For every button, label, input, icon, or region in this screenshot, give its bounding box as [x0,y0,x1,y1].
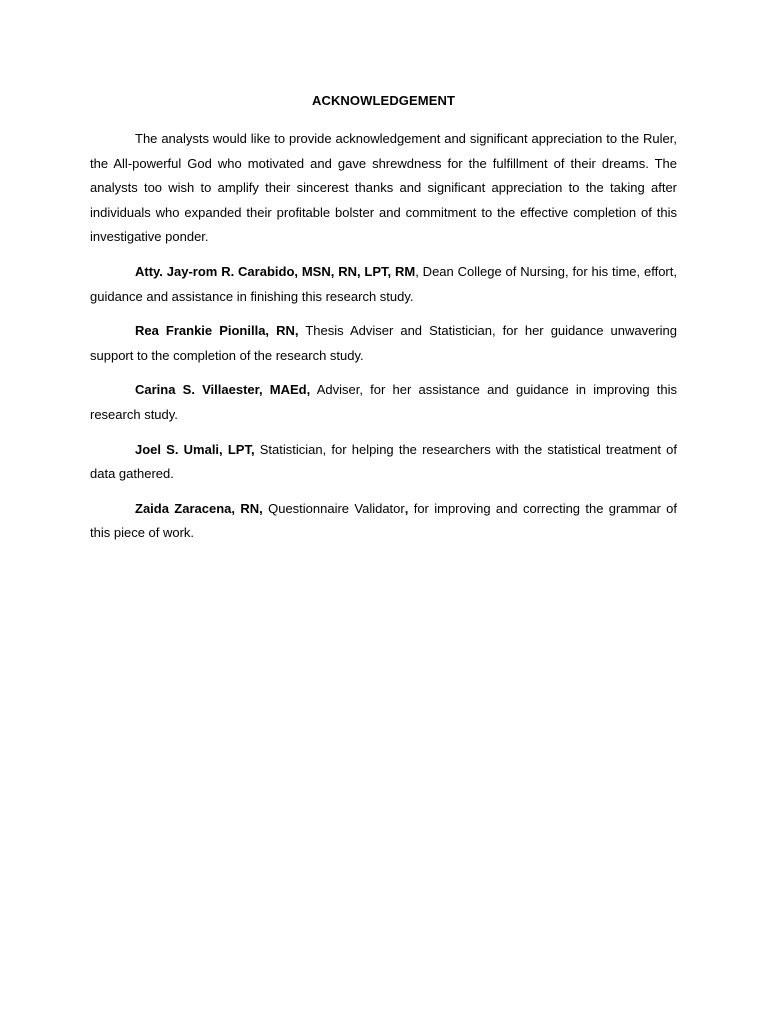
intro-paragraph: The analysts would like to provide acknowledgement and significant appreciation to the Ruler, the All-powerful God who motivated and gave shrewdness for the fulfillment of their dreams. The analysts too wish to amplify their sincerest thanks and significant appreciation to the taking after individuals who expanded their profitable bolster and commitment to the effective completion of this investigative ponder. [90,131,677,245]
acknowledgee-name: Joel S. Umali, LPT, [135,441,255,457]
acknowledgement-paragraph-adviser [90,378,677,427]
acknowledgement-text: Questionnaire Validator [262,500,405,516]
acknowledgement-text: Thesis Adviser and Statistician, for her guidance unwavering support to the completion of the research study. [90,323,678,363]
acknowledgee-name: Atty. Jay-rom R. Carabido, MSN, RN, LPT, RM [135,263,416,279]
acknowledgement-text: Statistician, for helping the researchers with the statistical treatment of data gathered. [90,441,677,482]
page-title: ACKNOWLEDGEMENT [311,93,456,108]
acknowledgement-text-continued: for improving and correcting the grammar of this piece of work. [90,500,677,541]
document-body [90,92,677,556]
acknowledgement-text: Adviser, for her assistance and guidance in improving this research study. [90,382,677,422]
acknowledgement-paragraph-validator [90,497,677,546]
acknowledgee-name: Zaida Zaracena, RN, [135,500,263,516]
acknowledgement-paragraph-dean [90,260,677,309]
bold-comma: , [404,500,409,516]
acknowledgement-paragraph-statistician [90,438,677,487]
acknowledgee-name: Rea Frankie Pionilla, RN, [135,323,299,339]
acknowledgement-paragraph-thesis-adviser [90,319,677,368]
acknowledgement-text: , Dean College of Nursing, for his time, effort, guidance and assistance in finishing this research study. [90,263,677,304]
acknowledgee-name: Carina S. Villaester, MAEd, [135,382,311,398]
